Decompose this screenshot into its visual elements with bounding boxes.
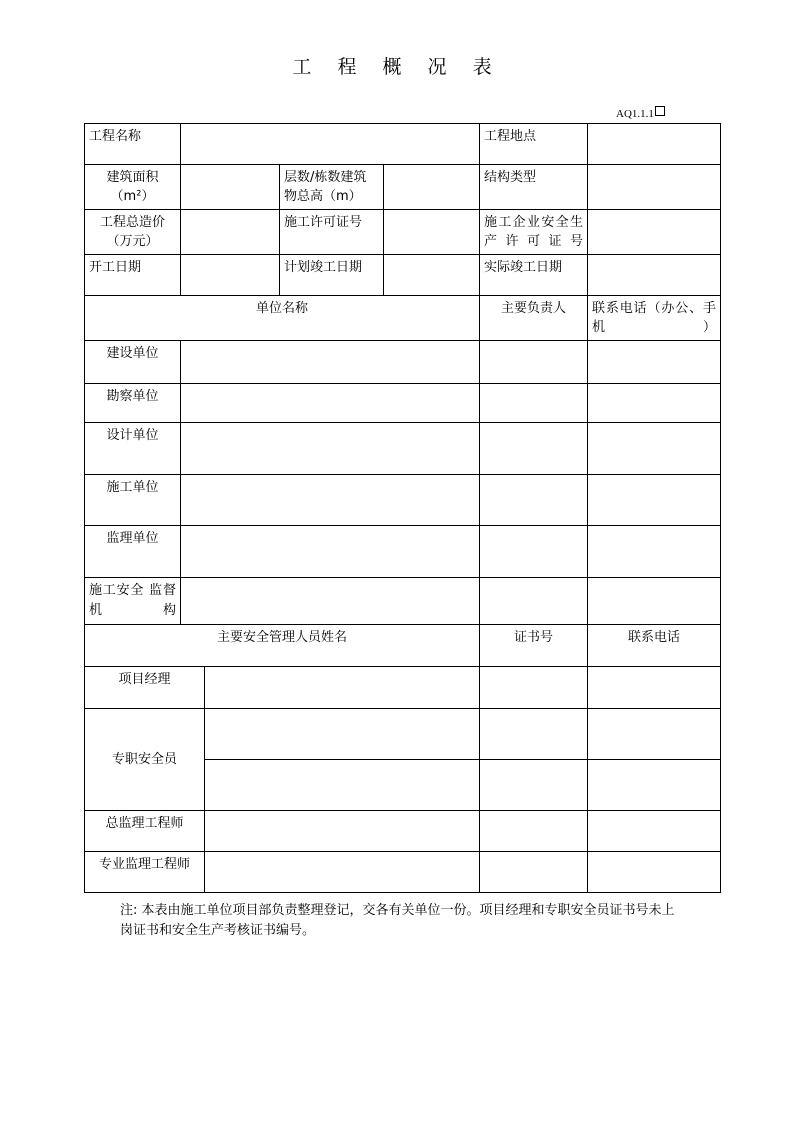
header-staff-phone: 联系电话 [588,625,721,667]
input-staff-name[interactable] [205,852,480,893]
input-staff-phone[interactable] [588,811,721,852]
label-floors-height: 层数/栋数建筑物总高（m） [280,165,384,210]
label-project-name: 工程名称 [85,124,181,165]
row-staff [85,709,721,760]
row-building-area [85,165,721,210]
label-total-cost: 工程总造价（万元） [85,210,181,255]
label-safety-officer: 专职安全员 [85,709,205,811]
form-code-text: AQ1.1.1 [616,108,654,120]
header-staff-name: 主要安全管理人员姓名 [85,625,480,667]
input-unit-name[interactable] [181,423,480,475]
input-total-cost[interactable] [181,210,280,255]
input-staff-cert[interactable] [480,852,588,893]
input-unit-phone[interactable] [588,341,721,384]
label-chief-supervisor: 总监理工程师 [85,811,205,852]
row-staff [85,667,721,709]
input-staff-cert[interactable] [480,709,588,760]
row-unit [85,526,721,578]
header-unit-name: 单位名称 [85,296,480,341]
label-project-location: 工程地点 [480,124,588,165]
input-unit-name[interactable] [181,526,480,578]
row-unit [85,384,721,423]
label-project-manager: 项目经理 [85,667,205,709]
input-unit-principal[interactable] [480,423,588,475]
input-staff-phone[interactable] [588,709,721,760]
row-units-header [85,296,721,341]
header-principal: 主要负责人 [480,296,588,341]
input-staff-name[interactable] [205,667,480,709]
input-building-area[interactable] [181,165,280,210]
input-staff-phone[interactable] [588,760,721,811]
input-safety-permit[interactable] [588,210,721,255]
input-unit-name[interactable] [181,341,480,384]
input-unit-principal[interactable] [480,578,588,625]
input-staff-cert[interactable] [480,760,588,811]
label-unit-construction-owner: 建设单位 [85,341,181,384]
input-unit-principal[interactable] [480,341,588,384]
input-staff-phone[interactable] [588,852,721,893]
row-unit [85,423,721,475]
input-unit-phone[interactable] [588,423,721,475]
label-construction-permit: 施工许可证号 [280,210,384,255]
page-title: 工 程 概 况 表 [292,56,502,78]
label-safety-permit: 施工企业安全生产许可证号 [480,210,588,255]
label-unit-safety-oversight: 施工安全 监督机构 [85,578,181,625]
input-unit-phone[interactable] [588,526,721,578]
input-unit-principal[interactable] [480,526,588,578]
input-staff-phone[interactable] [588,667,721,709]
input-project-location-extra[interactable] [588,124,721,165]
input-unit-name[interactable] [181,384,480,423]
label-actual-completion: 实际竣工日期 [480,255,588,296]
footnote: 注: 本表由施工单位项目部负责整理登记，交各有关单位一份。项目经理和专职安全员证书号未上岗证书和安全生产考核证书编号。 [120,903,675,938]
input-unit-name[interactable] [181,475,480,526]
input-structure-type[interactable] [588,165,721,210]
header-cert: 证书号 [480,625,588,667]
input-construction-permit[interactable] [384,210,480,255]
input-unit-phone[interactable] [588,578,721,625]
label-specialist-supervisor: 专业监理工程师 [85,852,205,893]
label-structure-type: 结构类型 [480,165,588,210]
row-staff-header [85,625,721,667]
label-unit-design: 设计单位 [85,423,181,475]
label-planned-completion: 计划竣工日期 [280,255,384,296]
input-unit-phone[interactable] [588,384,721,423]
header-unit-phone: 联系电话（办公、手机） [588,296,721,341]
input-unit-principal[interactable] [480,384,588,423]
row-dates [85,255,721,296]
row-unit [85,475,721,526]
input-unit-name[interactable] [181,578,480,625]
label-building-area: 建筑面积（m²） [85,165,181,210]
input-project-name[interactable] [181,124,480,165]
input-unit-principal[interactable] [480,475,588,526]
row-staff [85,811,721,852]
input-staff-name[interactable] [205,709,480,760]
label-unit-supervision: 监理单位 [85,526,181,578]
label-unit-contractor: 施工单位 [85,475,181,526]
input-floors-height[interactable] [384,165,480,210]
form-code [616,106,665,120]
input-staff-cert[interactable] [480,811,588,852]
checkbox-icon [655,106,665,116]
project-overview-table [84,123,721,893]
label-start-date: 开工日期 [85,255,181,296]
row-unit [85,578,721,625]
row-unit [85,341,721,384]
input-actual-completion[interactable] [588,255,721,296]
input-start-date[interactable] [181,255,280,296]
input-unit-phone[interactable] [588,475,721,526]
input-planned-completion[interactable] [384,255,480,296]
label-unit-survey: 勘察单位 [85,384,181,423]
input-staff-cert[interactable] [480,667,588,709]
row-staff [85,852,721,893]
row-project-name [85,124,721,165]
input-staff-name[interactable] [205,760,480,811]
row-total-cost [85,210,721,255]
input-staff-name[interactable] [205,811,480,852]
